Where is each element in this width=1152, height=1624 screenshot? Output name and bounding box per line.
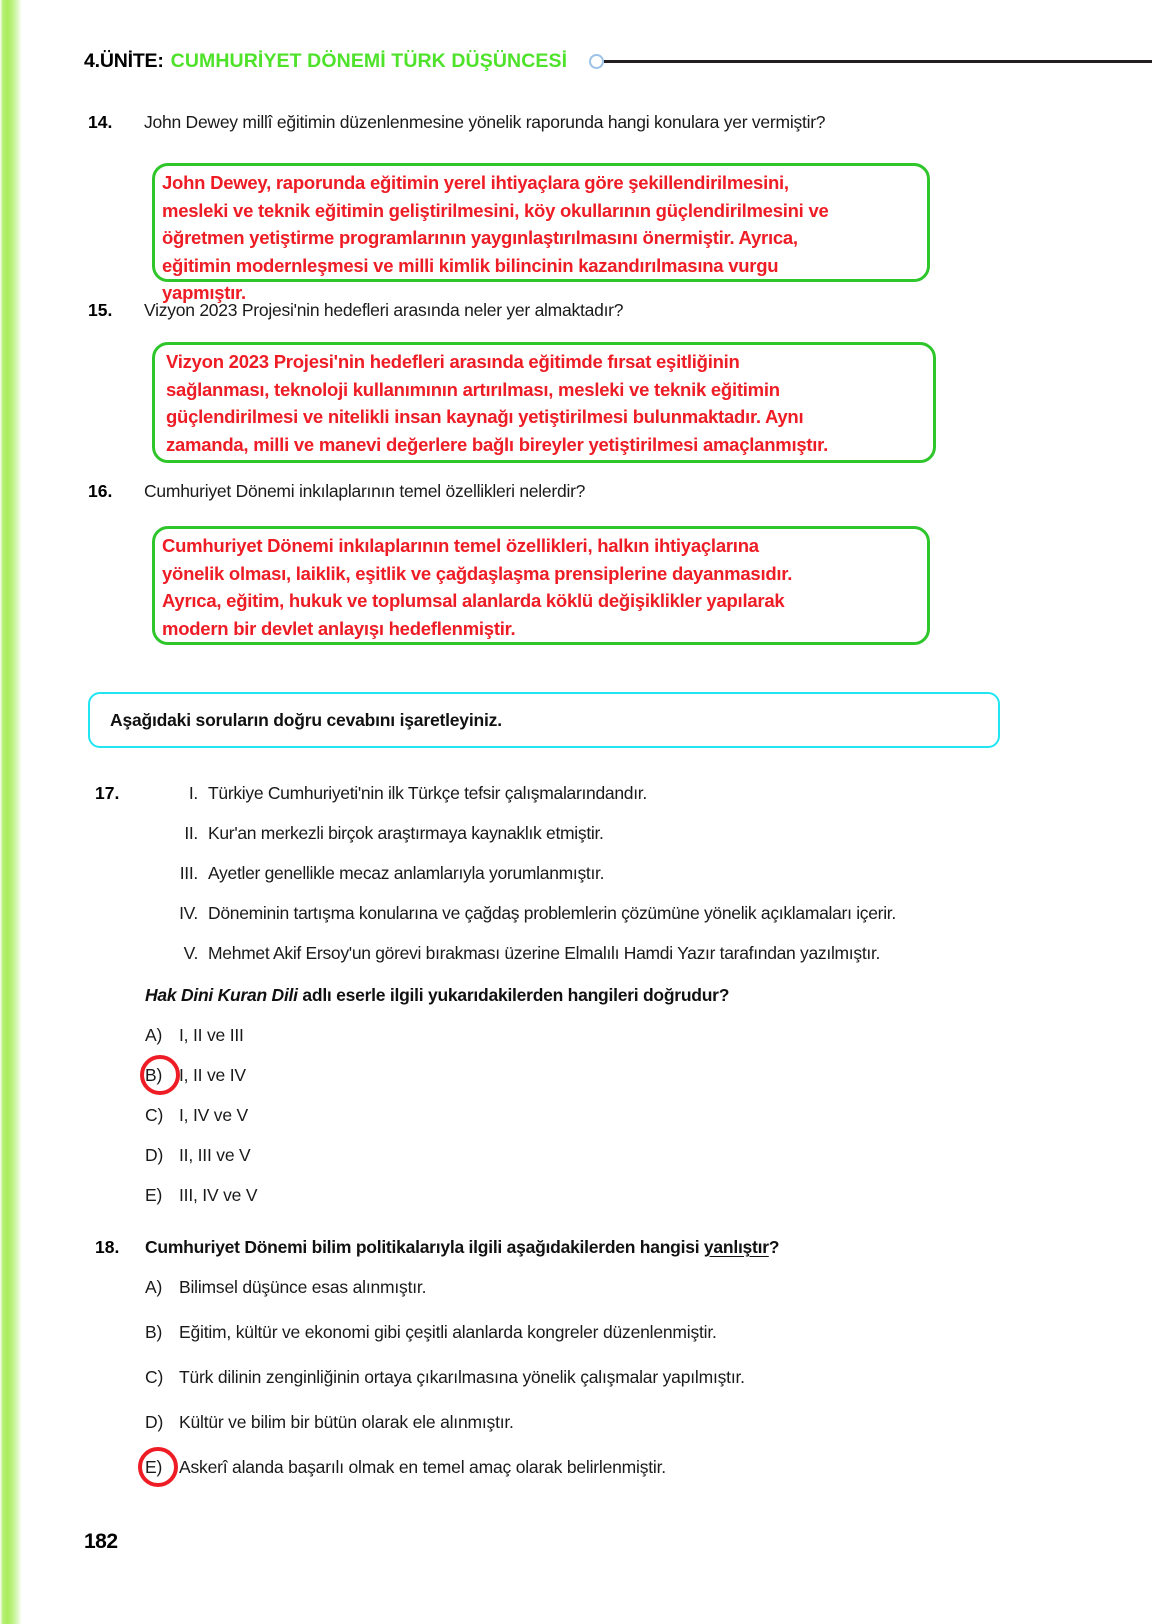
left-edge-stripe bbox=[0, 0, 22, 1624]
circle-marker-icon bbox=[589, 54, 604, 69]
answer-text-15 bbox=[166, 348, 956, 458]
option-17-c[interactable] bbox=[145, 1105, 248, 1126]
roman-item-4 bbox=[168, 903, 896, 924]
option-letter: C) bbox=[145, 1105, 164, 1125]
option-text: I, IV ve V bbox=[179, 1105, 248, 1125]
question-16-row bbox=[88, 481, 585, 502]
header-divider-line bbox=[604, 60, 1152, 63]
question-14-number: 14. bbox=[88, 112, 113, 132]
answer-line: sağlanması, teknoloji kullanımının artırılması, mesleki ve teknik eğitimin bbox=[166, 378, 780, 400]
question-14-text: John Dewey millî eğitimin düzenlenmesine yönelik raporunda hangi konulara yer vermiştir? bbox=[144, 112, 826, 132]
answer-line: Vizyon 2023 Projesi'nin hedefleri arasında eğitimde fırsat eşitliğinin bbox=[166, 351, 740, 372]
option-letter: B) bbox=[145, 1322, 163, 1342]
option-letter: C) bbox=[145, 1367, 164, 1387]
question-18-stem-before: Cumhuriyet Dönemi bilim politikalarıyla ilgili aşağıdakilerden hangisi bbox=[145, 1237, 704, 1257]
roman-item-3 bbox=[168, 863, 604, 884]
header-rule bbox=[589, 54, 1152, 69]
roman-label: V. bbox=[183, 943, 198, 963]
option-letter: D) bbox=[145, 1412, 164, 1432]
question-18-stem-underlined: yanlıştır bbox=[703, 1237, 769, 1257]
option-text: III, IV ve V bbox=[179, 1185, 258, 1205]
option-text: II, III ve V bbox=[179, 1145, 251, 1165]
option-17-a[interactable] bbox=[145, 1025, 244, 1046]
roman-item-2 bbox=[168, 823, 604, 844]
question-17-stem-rest: adlı eserle ilgili yukarıdakilerden hangileri doğrudur? bbox=[297, 985, 730, 1005]
option-text: I, II ve III bbox=[179, 1025, 244, 1045]
roman-text: Kur'an merkezli birçok araştırmaya kaynaklık etmiştir. bbox=[208, 823, 604, 843]
option-text: Eğitim, kültür ve ekonomi gibi çeşitli alanlarda kongreler düzenlenmiştir. bbox=[179, 1322, 717, 1342]
roman-item-5 bbox=[168, 943, 880, 964]
option-18-b[interactable] bbox=[145, 1322, 717, 1343]
roman-text: Türkiye Cumhuriyeti'nin ilk Türkçe tefsir çalışmalarındandır. bbox=[208, 783, 647, 803]
answer-line: yönelik olması, laiklik, eşitlik ve çağdaşlaşma prensiplerine dayanmasıdır. bbox=[162, 562, 793, 584]
option-letter: B) bbox=[145, 1065, 163, 1085]
answer-line: öğretmen yetiştirme programlarının yaygınlaştırılmasını önermiştir. Ayrıca, bbox=[162, 227, 798, 248]
option-17-b[interactable] bbox=[145, 1065, 246, 1086]
answer-line: güçlendirilmesi ve nitelikli insan kaynağı yetiştirilmesi bulunmaktadır. Aynı bbox=[166, 406, 804, 427]
roman-text: Döneminin tartışma konularına ve çağdaş problemlerin çözümüne yönelik açıklamaları içerir. bbox=[208, 903, 896, 923]
option-text: Askerî alanda başarılı olmak en temel amaç olarak belirlenmiştir. bbox=[179, 1457, 666, 1477]
question-16-text: Cumhuriyet Dönemi inkılaplarının temel özellikleri nelerdir? bbox=[144, 481, 586, 501]
answer-line: Ayrıca, eğitim, hukuk ve toplumsal alanlarda köklü değişiklikler yapılarak bbox=[162, 590, 785, 611]
option-text: Kültür ve bilim bir bütün olarak ele alınmıştır. bbox=[179, 1412, 514, 1432]
option-text: Türk dilinin zenginliğinin ortaya çıkarılmasına yönelik çalışmalar yapılmıştır. bbox=[179, 1367, 745, 1387]
question-17-number: 17. bbox=[95, 783, 120, 803]
answer-text-14 bbox=[162, 169, 942, 307]
page-number: 182 bbox=[84, 1530, 118, 1553]
question-17-stem bbox=[145, 985, 729, 1006]
roman-label: I. bbox=[188, 783, 198, 803]
roman-text: Ayetler genellikle mecaz anlamlarıyla yorumlanmıştır. bbox=[208, 863, 605, 883]
roman-label: II. bbox=[184, 823, 198, 843]
answer-line: modern bir devlet anlayışı hedeflenmiştir. bbox=[162, 617, 516, 639]
roman-label: IV. bbox=[179, 903, 198, 923]
unit-title: CUMHURİYET DÖNEMİ TÜRK DÜŞÜNCESİ bbox=[170, 49, 568, 72]
question-16-number: 16. bbox=[88, 481, 113, 501]
roman-text: Mehmet Akif Ersoy'un görevi bırakması üzerine Elmalılı Hamdi Yazır tarafından yazılmıştır. bbox=[208, 943, 881, 963]
option-18-d[interactable] bbox=[145, 1412, 514, 1433]
answer-line: eğitimin modernleşmesi ve milli kimlik bilincinin kazandırılmasına vurgu bbox=[162, 254, 779, 276]
question-15-number: 15. bbox=[88, 300, 113, 320]
roman-label: III. bbox=[179, 863, 198, 883]
instruction-text: Aşağıdaki soruların doğru cevabını işaretleyiniz. bbox=[110, 709, 502, 730]
question-17-stem-title: Hak Dini Kuran Dili bbox=[145, 985, 298, 1005]
unit-label: 4.ÜNİTE: bbox=[84, 49, 164, 72]
question-15-text: Vizyon 2023 Projesi'nin hedefleri arasında neler yer almaktadır? bbox=[144, 300, 624, 320]
page-header bbox=[84, 44, 1152, 78]
answer-line: mesleki ve teknik eğitimin geliştirilmesini, köy okullarının güçlendirilmesini ve bbox=[162, 199, 829, 221]
option-letter: E) bbox=[145, 1457, 163, 1477]
answer-line: yapmıştır. bbox=[162, 282, 246, 303]
option-17-d[interactable] bbox=[145, 1145, 251, 1166]
question-18-stem bbox=[145, 1237, 779, 1258]
option-18-e[interactable] bbox=[145, 1457, 666, 1478]
answer-line: Cumhuriyet Dönemi inkılaplarının temel özellikleri, halkın ihtiyaçlarına bbox=[162, 535, 759, 556]
option-18-a[interactable] bbox=[145, 1277, 426, 1298]
option-17-e[interactable] bbox=[145, 1185, 257, 1206]
option-18-c[interactable] bbox=[145, 1367, 745, 1388]
question-18-stem-after: ? bbox=[768, 1237, 780, 1257]
option-letter: D) bbox=[145, 1145, 164, 1165]
roman-item-1 bbox=[168, 783, 647, 804]
option-text: I, II ve IV bbox=[179, 1065, 246, 1085]
answer-text-16 bbox=[162, 532, 952, 642]
question-18-number: 18. bbox=[95, 1237, 120, 1257]
option-letter: A) bbox=[145, 1025, 163, 1045]
option-letter: E) bbox=[145, 1185, 163, 1205]
question-15-row bbox=[88, 300, 623, 321]
answer-line: zamanda, milli ve manevi değerlere bağlı bireyler yetiştirilmesi amaçlanmıştır. bbox=[166, 433, 828, 455]
question-14-row bbox=[88, 112, 825, 133]
option-letter: A) bbox=[145, 1277, 163, 1297]
option-text: Bilimsel düşünce esas alınmıştır. bbox=[179, 1277, 427, 1297]
answer-line: John Dewey, raporunda eğitimin yerel ihtiyaçlara göre şekillendirilmesini, bbox=[162, 172, 789, 193]
instruction-box bbox=[88, 692, 1000, 748]
